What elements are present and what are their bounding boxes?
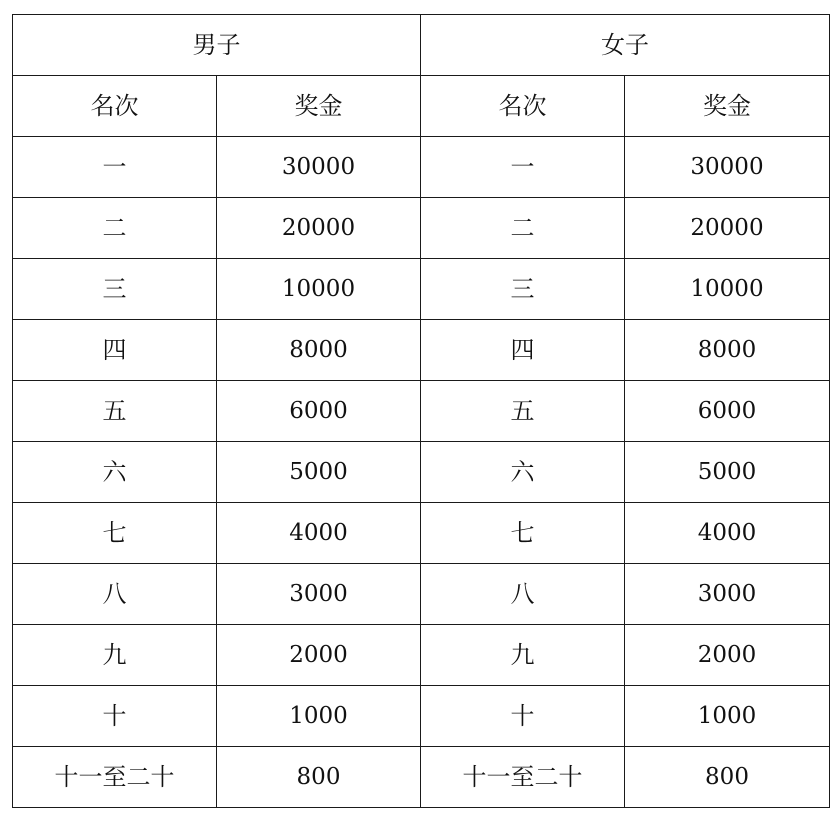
women-rank-cell: 十	[421, 686, 625, 747]
table-row	[13, 198, 830, 259]
women-rank-cell: 六	[421, 442, 625, 503]
men-rank-cell: 十一至二十	[13, 747, 217, 808]
table-row	[13, 381, 830, 442]
women-prize-cell: 8000	[625, 320, 830, 381]
men-prize-cell: 10000	[217, 259, 421, 320]
group-header-women: 女子	[421, 15, 830, 76]
table-row	[13, 503, 830, 564]
column-header-men-prize: 奖金	[217, 76, 421, 137]
women-prize-cell: 5000	[625, 442, 830, 503]
women-rank-cell: 五	[421, 381, 625, 442]
women-prize-cell: 800	[625, 747, 830, 808]
column-header-men-rank: 名次	[13, 76, 217, 137]
column-header-row	[13, 76, 830, 137]
men-prize-cell: 3000	[217, 564, 421, 625]
table-row	[13, 686, 830, 747]
women-rank-cell: 四	[421, 320, 625, 381]
table-row	[13, 747, 830, 808]
women-rank-cell: 九	[421, 625, 625, 686]
women-rank-cell: 七	[421, 503, 625, 564]
women-prize-cell: 30000	[625, 137, 830, 198]
women-rank-cell: 十一至二十	[421, 747, 625, 808]
group-header-row	[13, 15, 830, 76]
women-rank-cell: 二	[421, 198, 625, 259]
women-prize-cell: 2000	[625, 625, 830, 686]
men-prize-cell: 5000	[217, 442, 421, 503]
men-rank-cell: 八	[13, 564, 217, 625]
table-row	[13, 442, 830, 503]
women-prize-cell: 6000	[625, 381, 830, 442]
column-header-women-rank: 名次	[421, 76, 625, 137]
men-rank-cell: 九	[13, 625, 217, 686]
men-rank-cell: 六	[13, 442, 217, 503]
men-prize-cell: 1000	[217, 686, 421, 747]
women-rank-cell: 三	[421, 259, 625, 320]
men-prize-cell: 2000	[217, 625, 421, 686]
men-prize-cell: 8000	[217, 320, 421, 381]
table-row	[13, 137, 830, 198]
men-prize-cell: 30000	[217, 137, 421, 198]
men-prize-cell: 20000	[217, 198, 421, 259]
table-row	[13, 320, 830, 381]
table-row	[13, 259, 830, 320]
women-prize-cell: 10000	[625, 259, 830, 320]
men-prize-cell: 800	[217, 747, 421, 808]
group-header-men: 男子	[13, 15, 421, 76]
men-rank-cell: 三	[13, 259, 217, 320]
men-prize-cell: 6000	[217, 381, 421, 442]
column-header-women-prize: 奖金	[625, 76, 830, 137]
men-rank-cell: 五	[13, 381, 217, 442]
men-rank-cell: 十	[13, 686, 217, 747]
men-rank-cell: 四	[13, 320, 217, 381]
women-rank-cell: 一	[421, 137, 625, 198]
women-rank-cell: 八	[421, 564, 625, 625]
women-prize-cell: 1000	[625, 686, 830, 747]
men-rank-cell: 七	[13, 503, 217, 564]
women-prize-cell: 3000	[625, 564, 830, 625]
table-row	[13, 564, 830, 625]
men-rank-cell: 二	[13, 198, 217, 259]
men-prize-cell: 4000	[217, 503, 421, 564]
table-row	[13, 625, 830, 686]
men-rank-cell: 一	[13, 137, 217, 198]
women-prize-cell: 4000	[625, 503, 830, 564]
prize-table	[12, 14, 830, 808]
women-prize-cell: 20000	[625, 198, 830, 259]
